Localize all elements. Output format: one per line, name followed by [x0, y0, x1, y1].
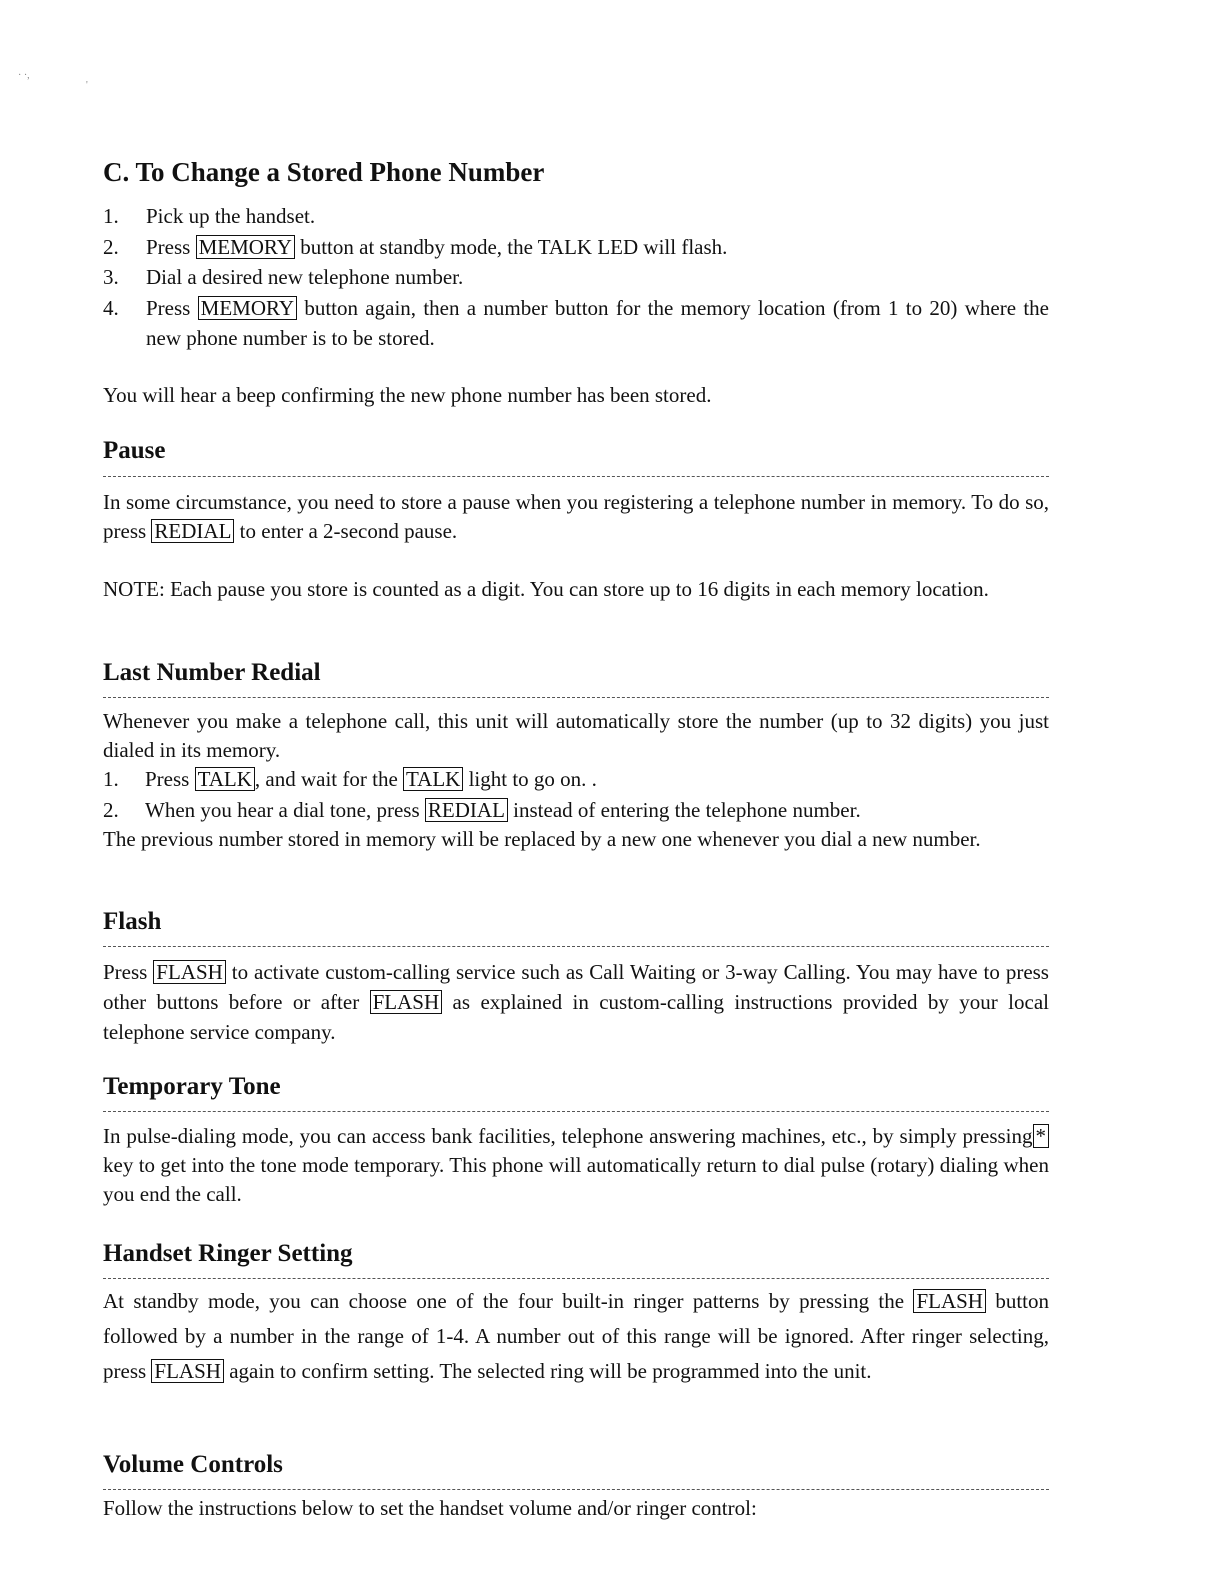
section-heading-redial: Last Number Redial: [103, 659, 321, 686]
redial-outro: The previous number stored in memory will be replaced by a new one whenever you dial a new number.: [103, 827, 981, 851]
section-divider: [103, 697, 1049, 698]
flash-key-label: FLASH: [370, 990, 443, 1014]
talk-key-label: TALK: [195, 767, 255, 791]
flash-key-label: FLASH: [151, 1359, 224, 1383]
section-heading-volume-controls: Volume Controls: [103, 1451, 283, 1478]
text-run: In pulse-dialing mode, you can access bank facilities, telephone answering machines, etc., by simply pressing: [103, 1124, 1033, 1148]
section-heading-temporary-tone: Temporary Tone: [103, 1073, 281, 1100]
list-text: [145, 795, 1049, 825]
talk-key-label: TALK: [403, 767, 463, 791]
list-text: [146, 232, 1049, 262]
redial-key-label: REDIAL: [151, 519, 234, 543]
list-number: 2.: [103, 798, 119, 822]
list-text: [145, 764, 1049, 794]
section-divider: [103, 946, 1049, 947]
confirm-paragraph: You will hear a beep confirming the new phone number has been stored.: [103, 383, 712, 407]
text-run: button followed by a number in the range of 1-4. A number out of this range will be ignored. After ringer selecting, press: [103, 1289, 1049, 1383]
text-run: light to go on. .: [463, 767, 597, 791]
pause-paragraph: [103, 488, 1049, 546]
memory-key-label: MEMORY: [196, 235, 295, 259]
section-heading-flash: Flash: [103, 908, 162, 935]
section-divider: [103, 476, 1049, 477]
list-number: 1.: [103, 204, 119, 228]
section-heading-pause: Pause: [103, 437, 166, 464]
flash-key-label: FLASH: [153, 960, 226, 984]
section-divider: [103, 1278, 1049, 1279]
list-number: 1.: [103, 767, 119, 791]
text-run: In some circumstance, you need to store a pause when you registering a telephone number in memory. To do so, press: [103, 490, 1049, 543]
text-run: At standby mode, you can choose one of the four built-in ringer patterns by pressing the: [103, 1289, 914, 1313]
text-run: as explained in custom-calling instructions provided by your local telephone service company.: [103, 990, 1049, 1044]
section-divider: [103, 1111, 1049, 1112]
list-text: Pick up the handset.: [146, 204, 316, 228]
scan-speck: · ·,: [18, 70, 30, 81]
list-number: 3.: [103, 265, 119, 289]
text-run: Press: [146, 235, 196, 259]
text-run: Press: [145, 767, 195, 791]
list-number: 2.: [103, 235, 119, 259]
scan-speck: ': [86, 80, 88, 91]
redial-intro: Whenever you make a telephone call, this unit will automatically store the number (up to 32 digits) you just dialed in its memory.: [103, 709, 1049, 762]
flash-paragraph: [103, 957, 1049, 1047]
list-number: 4.: [103, 296, 119, 320]
text-run: button again, then a number button for the memory location (from 1 to 20) where the new phone number is to be stored.: [146, 296, 1049, 350]
star-key-label: *: [1033, 1124, 1050, 1148]
pause-note: NOTE: Each pause you store is counted as a digit. You can store up to 16 digits in each memory location.: [103, 577, 989, 601]
text-run: to enter a 2-second pause.: [234, 519, 458, 543]
text-run: to activate custom-calling service such as Call Waiting or 3-way Calling. You may have to press other buttons before or after: [103, 960, 1049, 1014]
text-run: Press: [103, 960, 154, 984]
section-divider: [103, 1489, 1049, 1490]
list-text: [146, 293, 1049, 353]
section-heading-ringer-setting: Handset Ringer Setting: [103, 1240, 353, 1267]
redial-key-label: REDIAL: [425, 798, 508, 822]
text-run: Press: [146, 296, 198, 320]
text-run: When you hear a dial tone, press: [145, 798, 425, 822]
ringer-paragraph: [103, 1284, 1049, 1389]
tone-paragraph: [103, 1122, 1049, 1209]
list-text: Dial a desired new telephone number.: [146, 265, 464, 289]
text-run: button at standby mode, the TALK LED will flash.: [294, 235, 728, 259]
flash-key-label: FLASH: [913, 1289, 986, 1313]
section-heading-change-number: C. To Change a Stored Phone Number: [103, 157, 545, 187]
text-run: key to get into the tone mode temporary. This phone will automatically return to dial pulse (rotary) dialing when you end the call.: [103, 1153, 1049, 1206]
memory-key-label: MEMORY: [198, 296, 297, 320]
volume-intro: Follow the instructions below to set the handset volume and/or ringer control:: [103, 1496, 757, 1520]
text-run: instead of entering the telephone number.: [507, 798, 861, 822]
text-run: , and wait for the: [254, 767, 404, 791]
text-run: again to confirm setting. The selected ring will be programmed into the unit.: [223, 1359, 872, 1383]
